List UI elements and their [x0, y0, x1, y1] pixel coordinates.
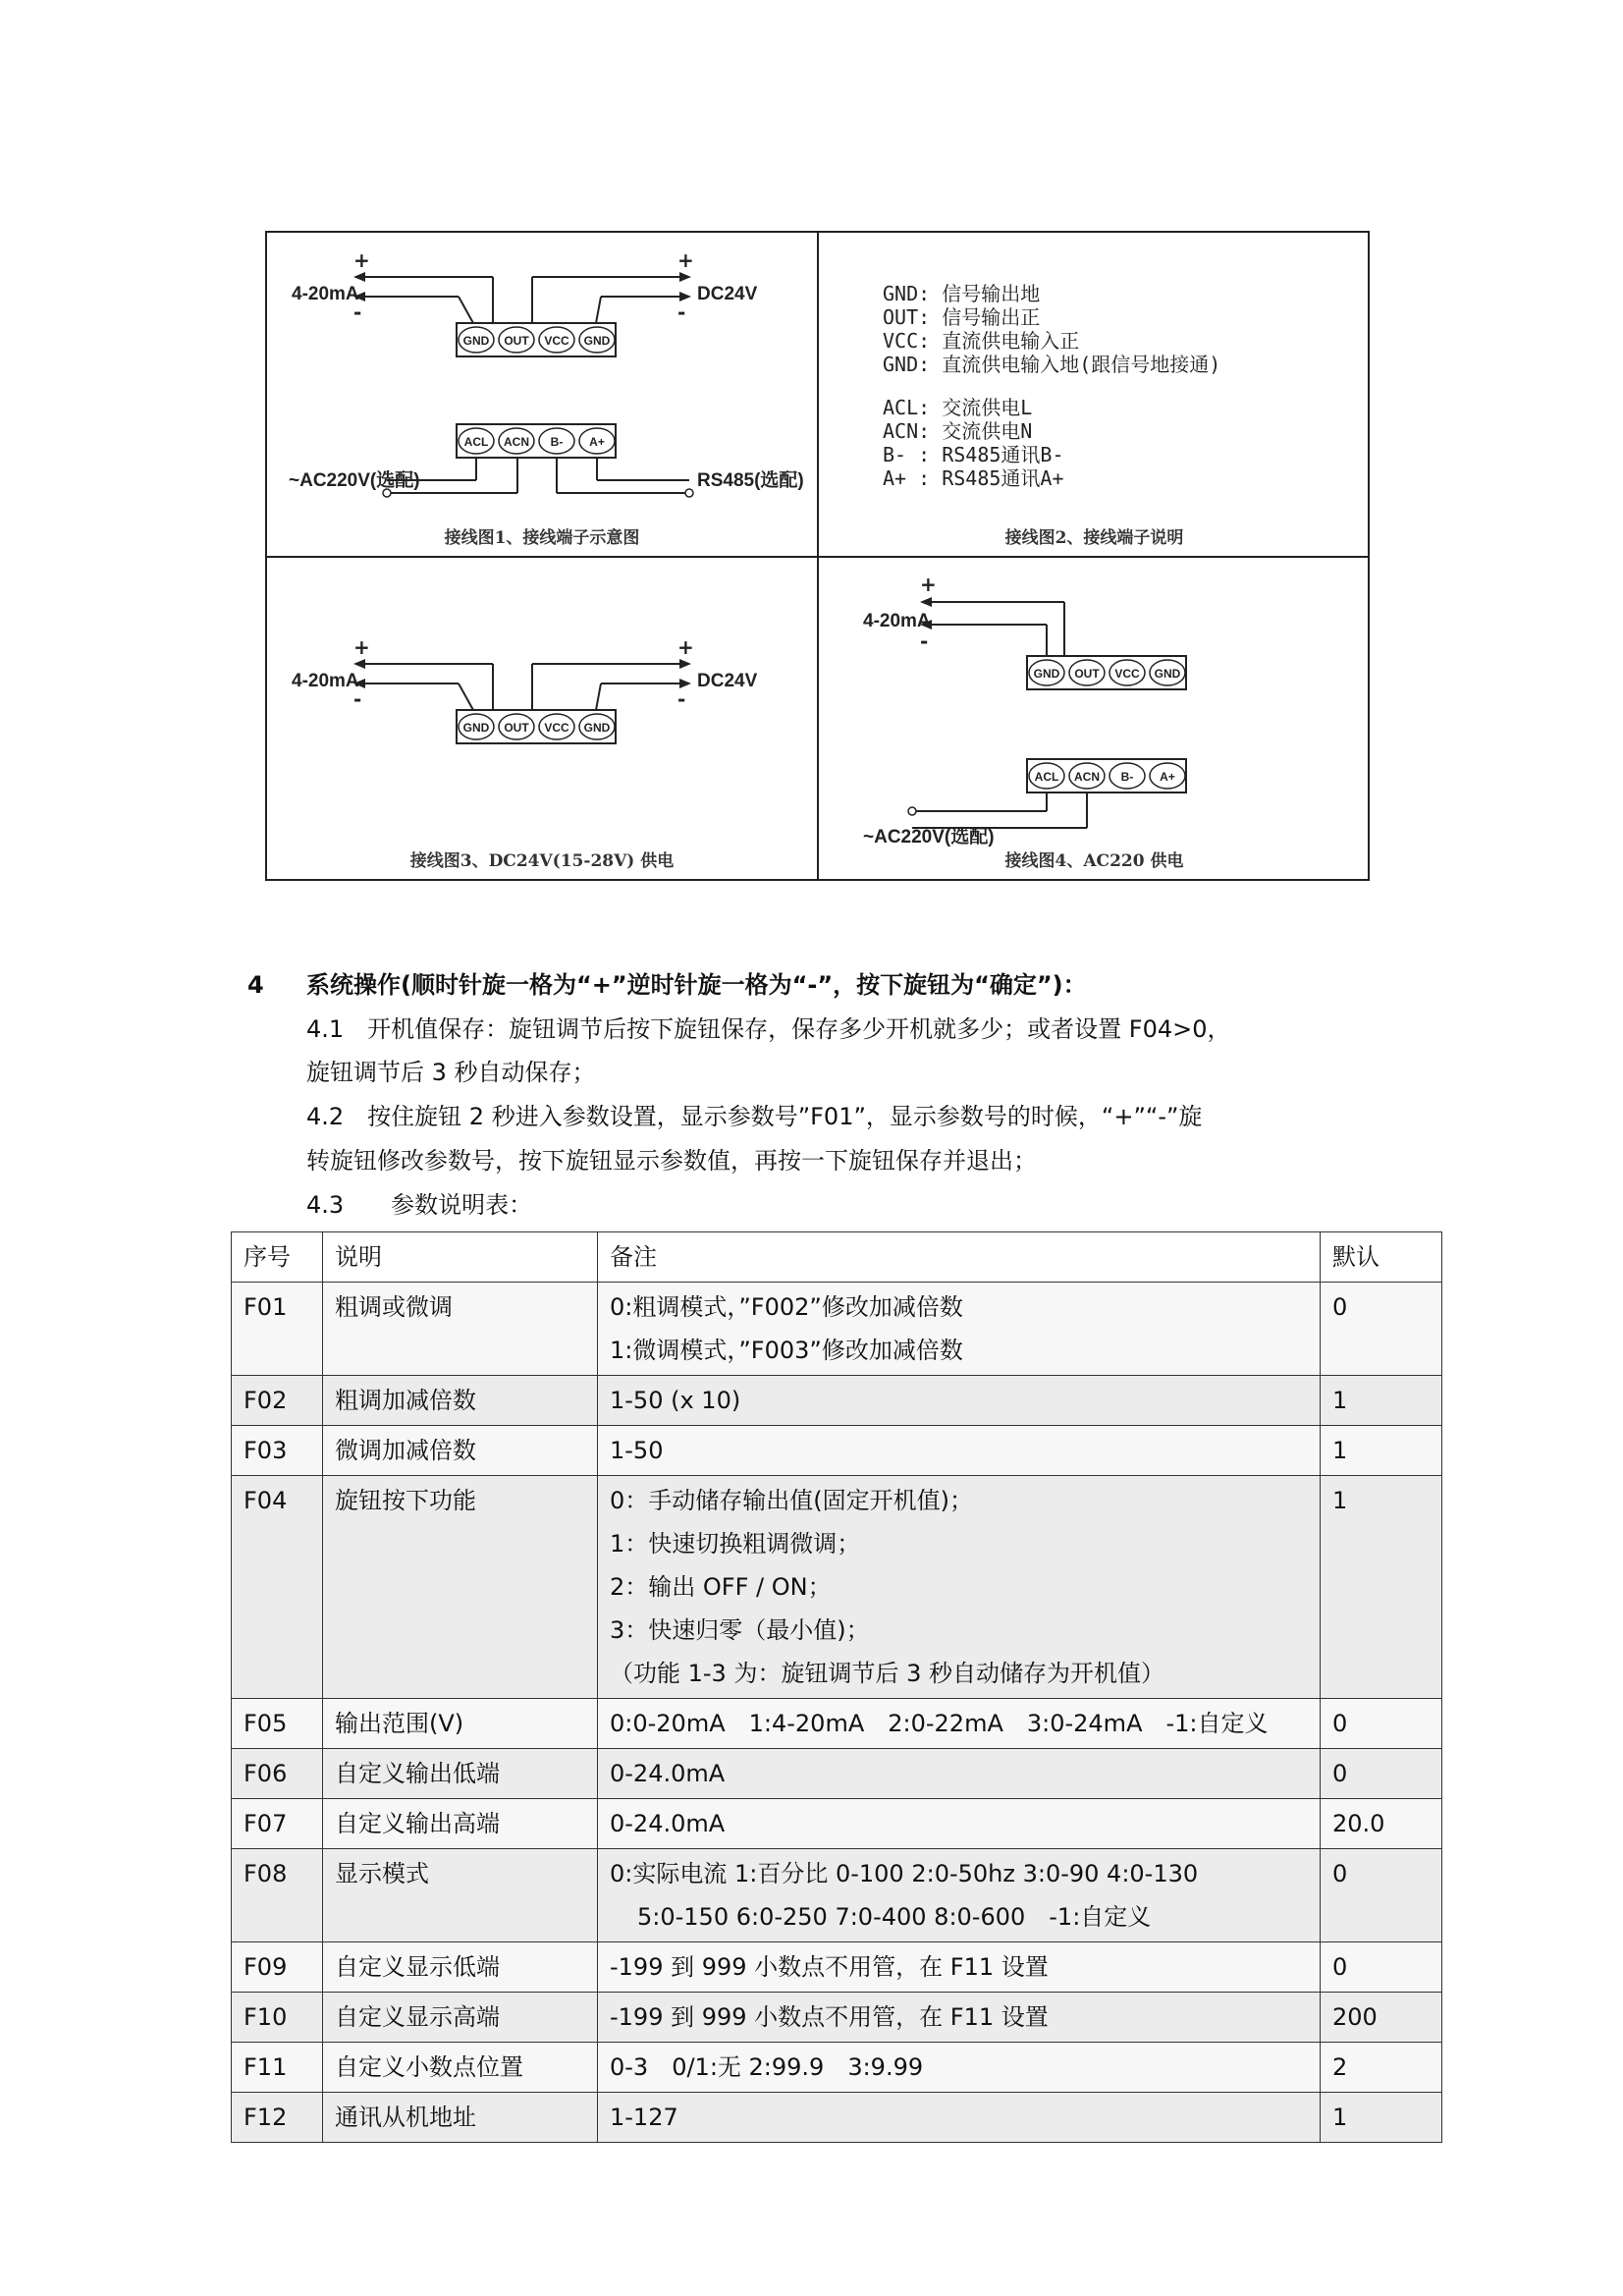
note-line: 0-24.0mA [610, 1810, 726, 1837]
plus-sign: + [920, 573, 937, 596]
terminal-acl: ACL [1034, 770, 1059, 784]
desc-row: GND: 信号输出地 [883, 282, 1041, 305]
param-desc: 自定义显示低端 [323, 1942, 598, 1993]
note-line: -199 到 999 小数点不用管，在 F11 设置 [610, 1953, 1049, 1981]
terminal-gnd-2: GND [583, 334, 611, 348]
param-notes [598, 1699, 1321, 1749]
terminal-out: OUT [504, 721, 529, 735]
table-row [232, 1476, 1442, 1699]
table-row [232, 1942, 1442, 1993]
minus-sign: - [353, 687, 362, 711]
param-notes [598, 1426, 1321, 1476]
param-default: 0 [1321, 1849, 1442, 1942]
terminal-b-minus: B- [1120, 770, 1134, 784]
section-title [247, 965, 1087, 1000]
terminal-vcc: VCC [544, 334, 569, 348]
param-id: F10 [232, 1993, 323, 2043]
terminal-gnd-2: GND [1154, 667, 1181, 681]
param-desc: 自定义小数点位置 [323, 2043, 598, 2093]
label-4-20ma: 4-20mA [863, 611, 931, 631]
param-default: 2 [1321, 2043, 1442, 2093]
terminal-schematic-4 [819, 558, 1369, 880]
param-id: F05 [232, 1699, 323, 1749]
param-default: 1 [1321, 1476, 1442, 1699]
param-notes [598, 1749, 1321, 1799]
note-line: 1-50 [610, 1437, 664, 1464]
note-line: -199 到 999 小数点不用管，在 F11 设置 [610, 2003, 1049, 2031]
terminal-a-plus: A+ [1160, 770, 1175, 784]
table-header-row [232, 1232, 1442, 1283]
param-desc: 通讯从机地址 [323, 2093, 598, 2143]
note-line: （功能 1-3 为：旋钮调节后 3 秒自动储存为开机值） [610, 1660, 1164, 1687]
label-rs485: RS485(选配) [697, 470, 804, 491]
note-line: 1-50 (x 10) [610, 1387, 741, 1414]
minus-sign: - [353, 301, 362, 324]
desc-row: OUT: 信号输出正 [883, 305, 1041, 329]
param-desc: 输出范围(V) [323, 1699, 598, 1749]
terminal-a-plus: A+ [589, 435, 605, 449]
label-ac220v: ~AC220V(选配) [863, 827, 995, 847]
table-row [232, 2043, 1442, 2093]
plus-sign: + [677, 248, 694, 272]
minus-sign: - [920, 629, 929, 653]
section-number: 4 [247, 971, 264, 999]
diagram-caption: 接线图4、AC220 供电 [1004, 851, 1184, 871]
param-desc: 粗调或微调 [323, 1283, 598, 1376]
minus-sign: - [677, 301, 686, 324]
header-default: 默认 [1321, 1232, 1442, 1283]
note-line: 0-3 0/1:无 2:99.9 3:9.99 [610, 2053, 924, 2081]
table-row [232, 1426, 1442, 1476]
label-ac220v: ~AC220V(选配) [289, 470, 420, 491]
terminal-vcc: VCC [1114, 667, 1140, 681]
note-line: 1：快速切换粗调微调； [610, 1530, 861, 1558]
paragraph-4-2-line2: 转旋钮修改参数号，按下旋钮显示参数值，再按一下旋钮保存并退出； [306, 1147, 1037, 1175]
param-default: 0 [1321, 1283, 1442, 1376]
param-id: F02 [232, 1376, 323, 1426]
wiring-diagram-grid [265, 231, 1370, 881]
desc-row: GND: 直流供电输入地(跟信号地接通) [883, 353, 1221, 376]
note-line: 1:微调模式，”F003”修改加减倍数 [610, 1337, 963, 1364]
label-4-20ma: 4-20mA [292, 284, 359, 304]
wiring-diagram-1 [267, 233, 819, 558]
param-desc: 微调加减倍数 [323, 1426, 598, 1476]
desc-row: B- : RS485通讯B- [883, 443, 1064, 466]
param-desc: 自定义显示高端 [323, 1993, 598, 2043]
param-notes [598, 1942, 1321, 1993]
paragraph-4-1-line2: 旋钮调节后 3 秒自动保存； [306, 1059, 596, 1086]
note-line: 1-127 [610, 2104, 678, 2131]
param-id: F01 [232, 1283, 323, 1376]
minus-sign: - [677, 687, 686, 711]
terminal-gnd: GND [1033, 667, 1060, 681]
terminal-vcc: VCC [544, 721, 569, 735]
terminal-gnd: GND [462, 334, 490, 348]
note-line: 2：输出 OFF / ON； [610, 1573, 832, 1601]
terminal-b-minus: B- [550, 435, 564, 449]
terminal-out: OUT [504, 334, 529, 348]
param-id: F03 [232, 1426, 323, 1476]
table-row [232, 1699, 1442, 1749]
param-notes [598, 1993, 1321, 2043]
table-row [232, 1993, 1442, 2043]
param-desc: 粗调加减倍数 [323, 1376, 598, 1426]
note-line: 3：快速归零（最小值)； [610, 1616, 870, 1644]
param-desc: 自定义输出高端 [323, 1799, 598, 1849]
param-id: F11 [232, 2043, 323, 2093]
terminal-gnd-2: GND [583, 721, 611, 735]
diagram-caption: 接线图1、接线端子示意图 [444, 528, 640, 548]
param-default: 20.0 [1321, 1799, 1442, 1849]
param-notes [598, 1283, 1321, 1376]
note-line: 0:实际电流 1:百分比 0-100 2:0-50hz 3:0-90 4:0-130 [610, 1860, 1199, 1887]
note-line: 0:0-20mA 1:4-20mA 2:0-22mA 3:0-24mA -1:自定义 [610, 1710, 1269, 1737]
section-heading: 系统操作(顺时针旋一格为“+”逆时针旋一格为“-”，按下旋钮为“确定”)： [306, 971, 1087, 999]
plus-sign: + [353, 248, 370, 272]
param-notes [598, 2093, 1321, 2143]
param-desc: 自定义输出低端 [323, 1749, 598, 1799]
plus-sign: + [353, 635, 370, 659]
param-default: 0 [1321, 1942, 1442, 1993]
desc-row: ACN: 交流供电N [883, 419, 1033, 443]
diagram-caption: 接线图2、接线端子说明 [1004, 528, 1184, 548]
table-row [232, 1283, 1442, 1376]
diagram-caption: 接线图3、DC24V(15-28V) 供电 [409, 851, 675, 871]
param-default: 0 [1321, 1699, 1442, 1749]
param-notes [598, 2043, 1321, 2093]
param-id: F09 [232, 1942, 323, 1993]
header-index: 序号 [232, 1232, 323, 1283]
param-default: 1 [1321, 2093, 1442, 2143]
header-notes: 备注 [598, 1232, 1321, 1283]
terminal-acn: ACN [504, 435, 529, 449]
note-line: 0：手动储存输出值(固定开机值)； [610, 1487, 973, 1514]
terminal-acn: ACN [1074, 770, 1100, 784]
plus-sign: + [677, 635, 694, 659]
wiring-diagram-4 [819, 558, 1370, 881]
note-line: 5:0-150 6:0-250 7:0-400 8:0-600 -1:自定义 [637, 1903, 1152, 1931]
param-desc: 显示模式 [323, 1849, 598, 1942]
terminal-description [883, 282, 1220, 490]
param-notes [598, 1849, 1321, 1942]
wiring-diagram-3 [267, 558, 819, 881]
table-row [232, 2093, 1442, 2143]
terminal-out: OUT [1074, 667, 1100, 681]
label-dc24v: DC24V [697, 284, 758, 304]
param-id: F08 [232, 1849, 323, 1942]
paragraph-4-3: 4.3 参数说明表： [306, 1191, 533, 1219]
terminal-acl: ACL [463, 435, 489, 449]
label-dc24v: DC24V [697, 671, 758, 691]
parameter-table [231, 1231, 1442, 2143]
param-notes [598, 1476, 1321, 1699]
note-line: 0:粗调模式，”F002”修改加减倍数 [610, 1293, 963, 1321]
param-default: 0 [1321, 1749, 1442, 1799]
paragraph-4-1-line1: 4.1 开机值保存：旋钮调节后按下旋钮保存，保存多少开机就多少；或者设置 F04>0， [306, 1015, 1231, 1043]
param-id: F12 [232, 2093, 323, 2143]
label-4-20ma: 4-20mA [292, 671, 359, 691]
terminal-schematic-3 [267, 558, 817, 880]
paragraph-4-2-line1: 4.2 按住旋钮 2 秒进入参数设置，显示参数号”F01”，显示参数号的时候，“+”“-”旋 [306, 1103, 1203, 1130]
table-row [232, 1749, 1442, 1799]
terminal-schematic-1 [267, 233, 817, 557]
param-notes [598, 1799, 1321, 1849]
param-default: 1 [1321, 1376, 1442, 1426]
param-id: F06 [232, 1749, 323, 1799]
param-id: F04 [232, 1476, 323, 1699]
desc-row: A+ : RS485通讯A+ [883, 466, 1064, 490]
table-row [232, 1799, 1442, 1849]
param-notes [598, 1376, 1321, 1426]
param-default: 1 [1321, 1426, 1442, 1476]
table-row [232, 1849, 1442, 1942]
terminal-gnd: GND [462, 721, 490, 735]
desc-row: ACL: 交流供电L [883, 396, 1033, 419]
wiring-diagram-2 [819, 233, 1370, 558]
table-row [232, 1376, 1442, 1426]
param-desc: 旋钮按下功能 [323, 1476, 598, 1699]
param-id: F07 [232, 1799, 323, 1849]
note-line: 0-24.0mA [610, 1760, 726, 1787]
header-description: 说明 [323, 1232, 598, 1283]
desc-row: VCC: 直流供电输入正 [883, 329, 1080, 353]
param-default: 200 [1321, 1993, 1442, 2043]
